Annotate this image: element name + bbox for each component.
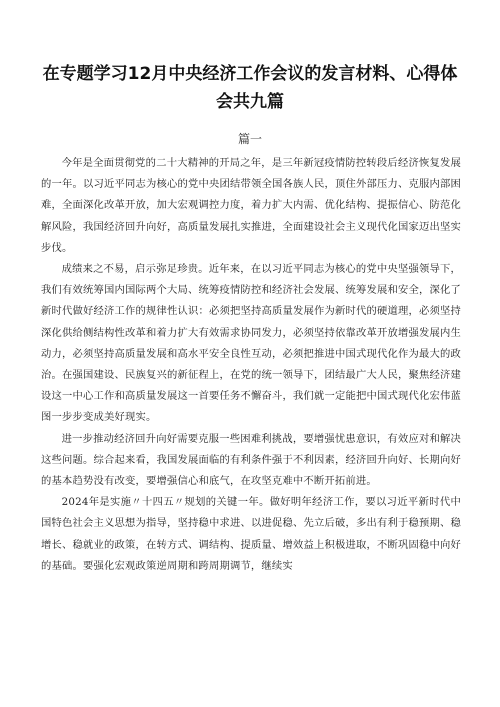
paragraph: 今年是全面贯彻党的二十大精神的开局之年，是三年新冠疫情防控转段后经济恢复发展的一年。以习近平同志为核心的党中央团结带领全国各族人民，顶住外部压力、克服内部困难，全面深化改革开放，加大宏观调控力度，着力扩大内需、优化结构、提振信心、防范化解风险，我国经济回升向好，高质量发展扎实推进，全面建设社会主义现代化国家迈出坚实步伐。 — [41, 157, 461, 254]
paragraph: 2024年是实施〃十四五〃规划的关键一年。做好明年经济工作，要以习近平新时代中国特色社会主义思想为指导，坚持稳中求进、以进促稳、先立后破，多出有利于稳预期、稳增长、稳就业的政策，在转方式、调结构、提质量、增效益上积极进取，不断巩固稳中向好的基础。要强化宏观政策逆周期和跨周期调节，继续实 — [41, 496, 461, 572]
paragraph: 进一步推动经济回升向好需要克服一些困难利挑战，要增强忧患意识，有效应对和解决这些问题。综合起来看，我国发展面临的有利条件强于不利因素，经济回升向好、长期向好的基本趋势没有改变，要增强信心和底气，在攻坚克难中不断开拓前进。 — [41, 432, 461, 488]
paragraph: 成绩来之不易，启示弥足珍贵。近年来，在以习近平同志为核心的党中央坚强领导下，我们有效统筹国内国际两个大局、统筹疫情防控和经济社会发展、统筹发展和安全，深化了新时代做好经济工作的规律性认识：必须把坚持高质量发展作为新时代的硬道理，必须坚持深化供给侧结构性改革和着力扩大有效需求协同发力，必须坚持依靠改革开放增强发展内生动力，必须坚持高质量发展和高水平安全良性互动，必须把推进中国式现代化作为最大的政治。在强国建设、民族复兴的新征程上，在党的统一领导下，团结最广大人民，聚焦经济建设这一中心工作和高质量发展这一首要任务不懈奋斗，我们就一定能把中国式现代化宏伟蓝图一步步变成美好现实。 — [41, 263, 461, 424]
document-body — [41, 153, 461, 577]
document-title: 在专题学习12月中央经济工作会议的发言材料、心得体会共九篇 — [42, 64, 458, 112]
section-heading: 篇一 — [237, 132, 262, 146]
